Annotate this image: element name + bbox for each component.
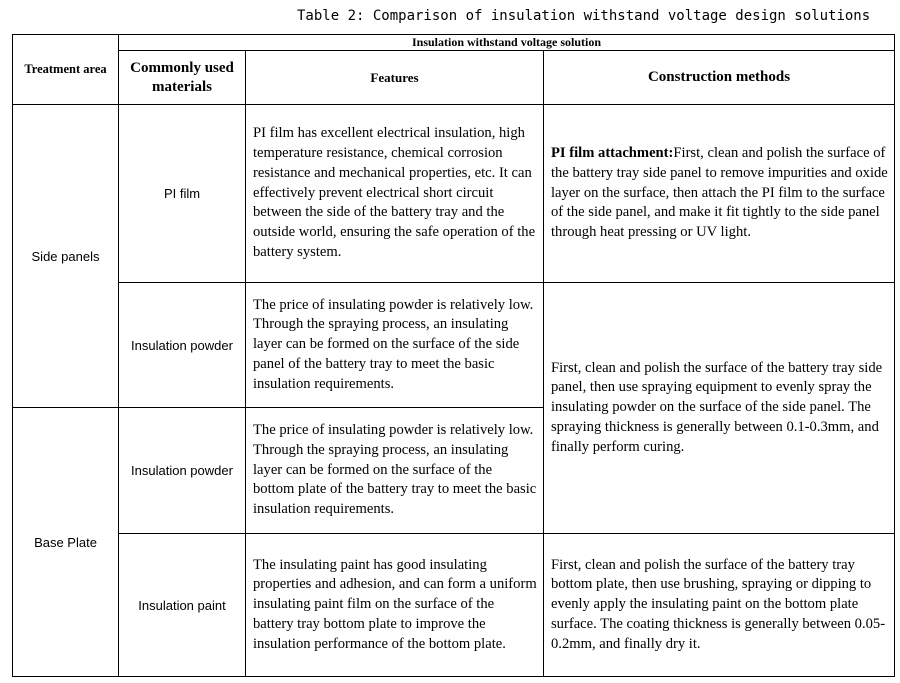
insulation-comparison-table xyxy=(12,34,895,677)
header-treatment-area: Treatment area xyxy=(13,35,119,105)
table-caption: Table 2: Comparison of insulation withstand voltage design solutions xyxy=(297,8,871,24)
method-cell xyxy=(544,105,895,283)
method-text: First, clean and polish the surface of the battery tray side panel to remove impurities and oxide layer on the surface, then attach the PI film to the surface of the side panel, and make it fit tightly to the side panel through heat pressing or UV light. xyxy=(551,145,888,241)
features-cell: The price of insulating powder is relatively low. Through the spraying process, an insulating layer can be formed on the surface of the side panel of the battery tray to meet the basic insulation requirements. xyxy=(246,283,544,408)
features-cell: The insulating paint has good insulating properties and adhesion, and can form a uniform insulating paint film on the surface of the battery tray bottom plate to improve the insulation performance of the bottom plate. xyxy=(246,534,544,677)
table-row xyxy=(13,534,895,677)
features-cell: PI film has excellent electrical insulation, high temperature resistance, chemical corrosion resistance and mechanical properties, etc. It can effectively prevent electrical short circuit between the side of the battery tray and the outside world, ensuring the safe operation of the battery system. xyxy=(246,105,544,283)
table-row xyxy=(13,283,895,408)
features-cell: The price of insulating powder is relatively low. Through the spraying process, an insulating layer can be formed on the surface of the bottom plate of the battery tray to meet the basic insulation requirements. xyxy=(246,408,544,534)
table-row xyxy=(13,105,895,283)
material-cell: Insulation powder xyxy=(119,408,246,534)
method-cell: First, clean and polish the surface of the battery tray bottom plate, then use brushing, spraying or dipping to evenly apply the insulating paint on the bottom plate surface. The coating thickness is generally between 0.05-0.2mm, and finally dry it. xyxy=(544,534,895,677)
header-methods: Construction methods xyxy=(544,51,895,105)
material-cell: Insulation powder xyxy=(119,283,246,408)
material-cell: PI film xyxy=(119,105,246,283)
header-features: Features xyxy=(246,51,544,105)
area-base-plate: Base Plate xyxy=(13,408,119,677)
method-cell: First, clean and polish the surface of the battery tray side panel, then use spraying equipment to evenly spray the insulating powder on the surface of the side panel. The spraying thickness is generally between 0.1-0.3mm, and finally perform curing. xyxy=(544,283,895,534)
method-label: PI film attachment: xyxy=(551,145,674,161)
header-group: Insulation withstand voltage solution xyxy=(119,35,895,51)
area-side-panels: Side panels xyxy=(13,105,119,408)
material-cell: Insulation paint xyxy=(119,534,246,677)
header-materials: Commonly used materials xyxy=(119,51,246,105)
